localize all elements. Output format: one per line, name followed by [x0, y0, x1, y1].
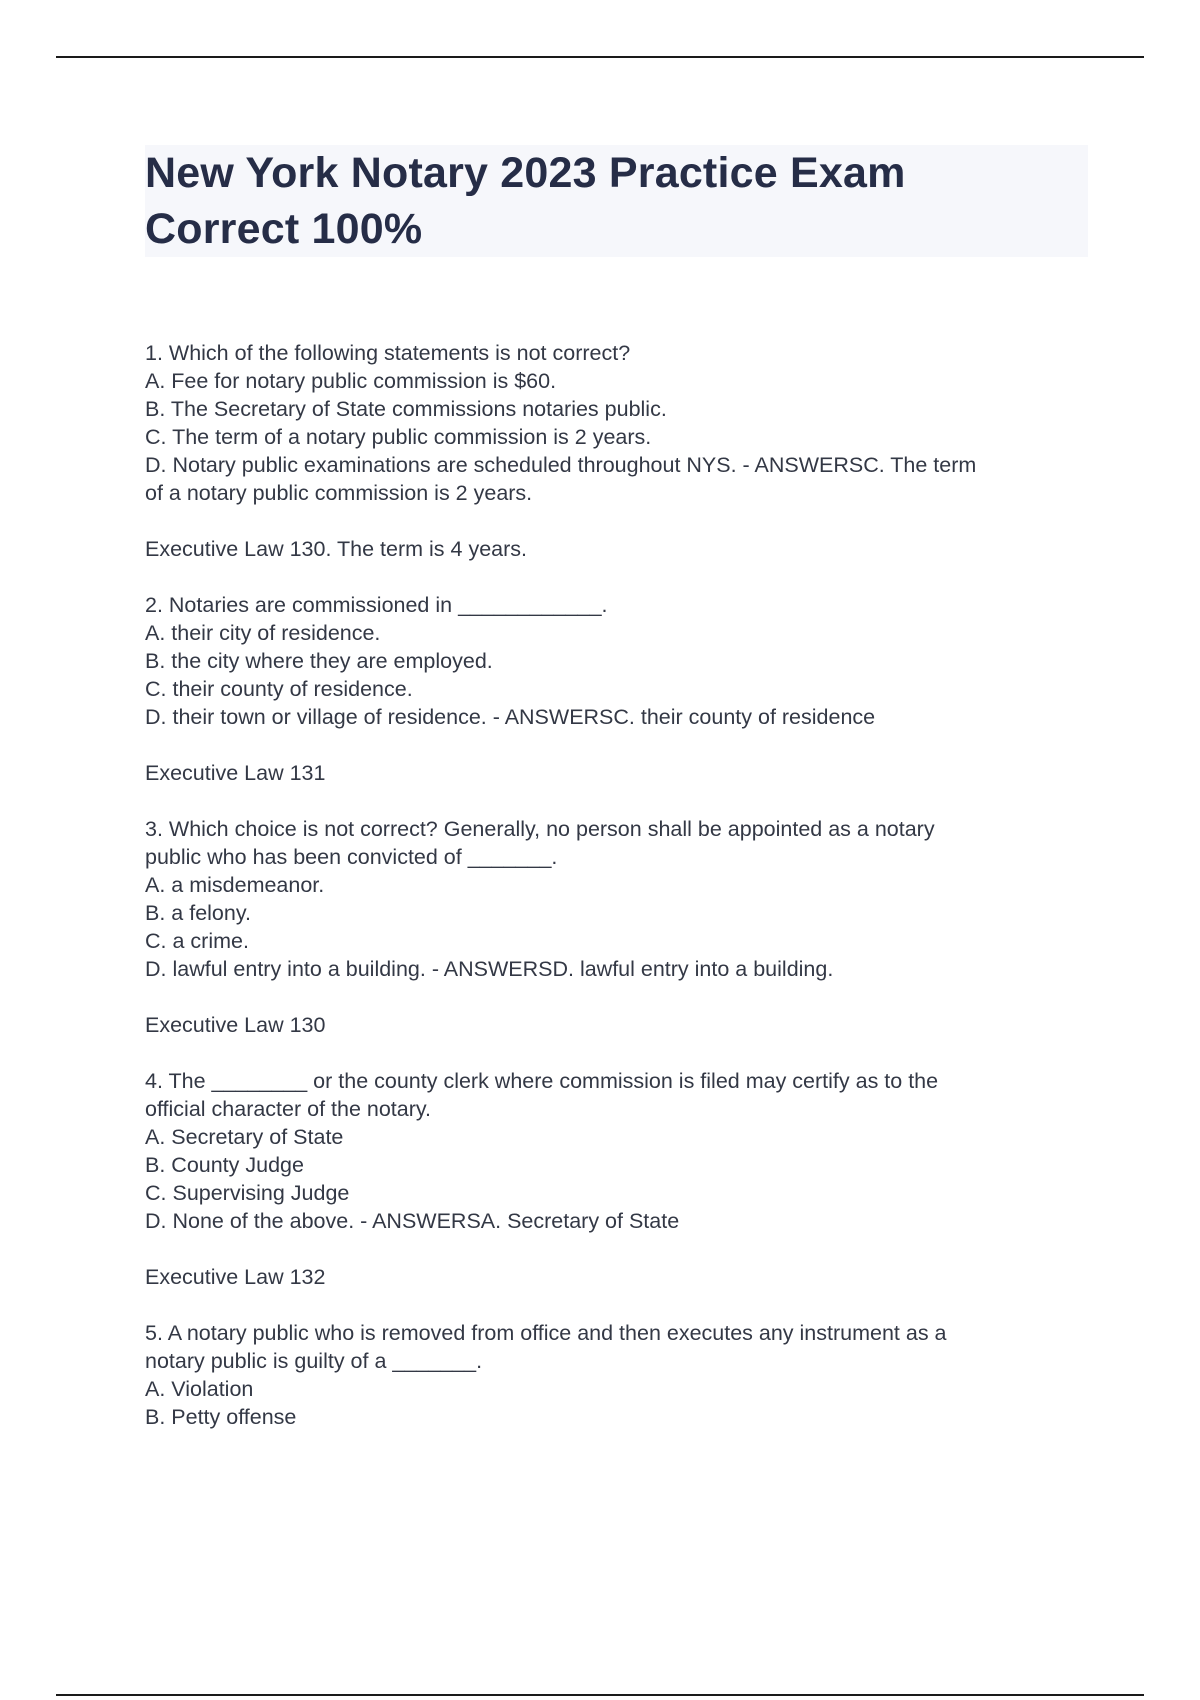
question-4-reference: Executive Law 132 [145, 1265, 326, 1289]
spacer [145, 1291, 1095, 1319]
question-1-line-6: of a notary public commission is 2 years. [145, 481, 533, 505]
question-2-line-2: A. their city of residence. [145, 621, 381, 645]
question-3-line-2: public who has been convicted of _______. [145, 845, 558, 869]
spacer [145, 983, 1095, 1011]
question-list [145, 339, 1095, 1431]
question-1-line-2: A. Fee for notary public commission is $60. [145, 369, 557, 393]
question-1-line-5: D. Notary public examinations are scheduled throughout NYS. - ANSWERSC. The term [145, 453, 977, 477]
spacer [145, 731, 1095, 759]
question-3-line-1: 3. Which choice is not correct? Generally, no person shall be appointed as a notary [145, 817, 935, 841]
question-5-line-4: B. Petty offense [145, 1405, 297, 1429]
question-1-line-3: B. The Secretary of State commissions notaries public. [145, 397, 667, 421]
question-2-line-4: C. their county of residence. [145, 677, 413, 701]
question-2-line-5: D. their town or village of residence. - ANSWERSC. their county of residence [145, 705, 876, 729]
question-1 [145, 339, 1095, 591]
spacer [145, 1235, 1095, 1263]
question-3-line-5: C. a crime. [145, 929, 249, 953]
question-3-line-3: A. a misdemeanor. [145, 873, 325, 897]
question-5-line-2: notary public is guilty of a _______. [145, 1349, 483, 1373]
question-1-line-1: 1. Which of the following statements is not correct? [145, 341, 631, 365]
question-3-reference: Executive Law 130 [145, 1013, 326, 1037]
question-4-line-2: official character of the notary. [145, 1097, 432, 1121]
question-4-line-6: D. None of the above. - ANSWERSA. Secretary of State [145, 1209, 680, 1233]
question-3 [145, 815, 1095, 1067]
title-line-2: Correct 100% [145, 205, 423, 253]
question-1-reference: Executive Law 130. The term is 4 years. [145, 537, 528, 561]
spacer [145, 507, 1095, 535]
question-2 [145, 591, 1095, 815]
page-title [145, 145, 1088, 257]
question-4-line-1: 4. The ________ or the county clerk where commission is filed may certify as to the [145, 1069, 939, 1093]
spacer [145, 563, 1095, 591]
question-4-line-4: B. County Judge [145, 1153, 304, 1177]
question-2-reference: Executive Law 131 [145, 761, 326, 785]
title-block [145, 145, 1088, 257]
question-4-line-3: A. Secretary of State [145, 1125, 344, 1149]
question-4 [145, 1067, 1095, 1319]
question-5 [145, 1319, 1095, 1431]
question-2-line-1: 2. Notaries are commissioned in ____________. [145, 593, 608, 617]
question-2-line-3: B. the city where they are employed. [145, 649, 493, 673]
question-5-line-1: 5. A notary public who is removed from office and then executes any instrument as a [145, 1321, 947, 1345]
question-3-line-6: D. lawful entry into a building. - ANSWERSD. lawful entry into a building. [145, 957, 834, 981]
top-rule [56, 56, 1144, 58]
spacer [145, 1039, 1095, 1067]
title-line-1: New York Notary 2023 Practice Exam [145, 149, 906, 197]
question-1-line-4: C. The term of a notary public commission is 2 years. [145, 425, 652, 449]
spacer [145, 787, 1095, 815]
question-3-line-4: B. a felony. [145, 901, 251, 925]
question-5-line-3: A. Violation [145, 1377, 254, 1401]
question-4-line-5: C. Supervising Judge [145, 1181, 350, 1205]
bottom-rule [56, 1694, 1144, 1696]
